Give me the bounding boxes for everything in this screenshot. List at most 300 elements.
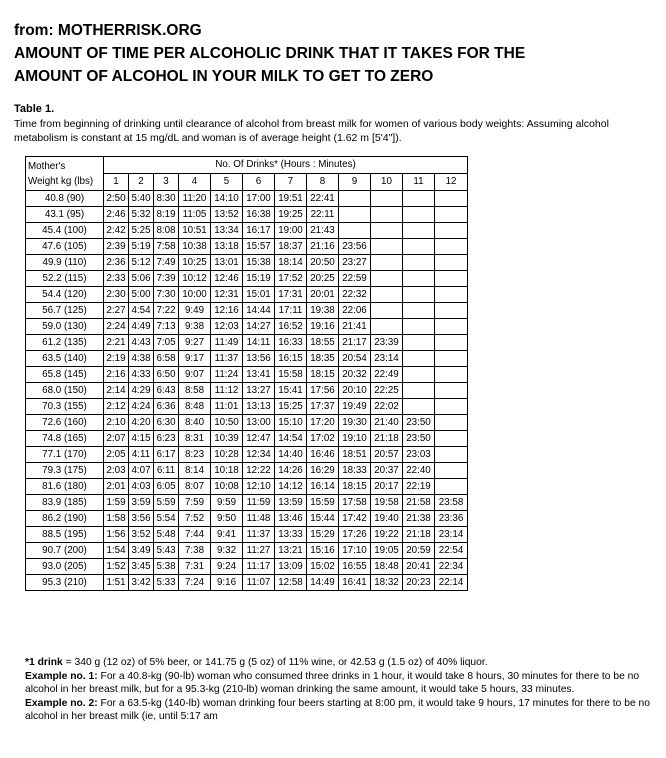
time-cell: 11:05	[179, 207, 211, 223]
time-cell	[403, 383, 435, 399]
time-cell: 22:25	[371, 383, 403, 399]
time-cell: 10:50	[211, 415, 243, 431]
table-row	[26, 447, 468, 463]
table-row	[26, 335, 468, 351]
time-cell: 9:32	[211, 543, 243, 559]
time-cell: 5:43	[154, 543, 179, 559]
time-cell: 22:40	[403, 463, 435, 479]
time-cell: 21:17	[339, 335, 371, 351]
table-row	[26, 223, 468, 239]
weight-cell: 95.3 (210)	[26, 575, 104, 591]
weight-cell: 68.0 (150)	[26, 383, 104, 399]
time-cell	[403, 223, 435, 239]
time-cell: 9:59	[211, 495, 243, 511]
time-cell: 14:11	[243, 335, 275, 351]
table-row	[26, 431, 468, 447]
time-cell	[435, 271, 468, 287]
time-cell: 10:39	[211, 431, 243, 447]
time-cell: 6:58	[154, 351, 179, 367]
time-cell: 11:20	[179, 191, 211, 207]
drink-count-header: 8	[307, 174, 339, 191]
time-cell: 5:12	[129, 255, 154, 271]
time-cell: 10:28	[211, 447, 243, 463]
time-cell: 16:55	[339, 559, 371, 575]
time-cell: 9:49	[179, 303, 211, 319]
time-cell: 22:06	[339, 303, 371, 319]
table-row	[26, 367, 468, 383]
time-cell: 5:00	[129, 287, 154, 303]
time-cell: 20:10	[339, 383, 371, 399]
drink-count-header: 3	[154, 174, 179, 191]
time-cell: 5:59	[154, 495, 179, 511]
time-cell: 23:14	[371, 351, 403, 367]
weight-cell: 86.2 (190)	[26, 511, 104, 527]
time-cell: 13:46	[275, 511, 307, 527]
time-cell: 11:37	[243, 527, 275, 543]
time-cell: 10:51	[179, 223, 211, 239]
time-cell	[371, 223, 403, 239]
time-cell: 12:46	[211, 271, 243, 287]
drink-definition-label: *1 drink	[25, 657, 63, 668]
time-cell: 7:38	[179, 543, 211, 559]
time-cell: 6:36	[154, 399, 179, 415]
table-body	[26, 191, 468, 591]
time-cell	[403, 191, 435, 207]
time-cell: 2:33	[104, 271, 129, 287]
time-cell: 8:31	[179, 431, 211, 447]
time-cell: 14:49	[307, 575, 339, 591]
time-cell: 8:14	[179, 463, 211, 479]
time-cell: 16:38	[243, 207, 275, 223]
time-cell: 17:52	[275, 271, 307, 287]
time-cell: 22:49	[371, 367, 403, 383]
time-cell: 13:34	[211, 223, 243, 239]
time-cell: 2:10	[104, 415, 129, 431]
time-cell: 7:44	[179, 527, 211, 543]
time-cell: 20:17	[371, 479, 403, 495]
time-cell: 5:38	[154, 559, 179, 575]
time-cell: 7:13	[154, 319, 179, 335]
weight-header-line-2: Weight kg (lbs)	[28, 175, 94, 187]
weight-cell: 90.7 (200)	[26, 543, 104, 559]
time-cell: 2:07	[104, 431, 129, 447]
drink-count-header: 7	[275, 174, 307, 191]
time-cell: 13:21	[275, 543, 307, 559]
time-cell	[339, 191, 371, 207]
time-cell	[371, 239, 403, 255]
time-cell: 12:16	[211, 303, 243, 319]
time-cell	[435, 335, 468, 351]
time-cell	[435, 383, 468, 399]
weight-cell: 93.0 (205)	[26, 559, 104, 575]
time-cell: 20:23	[403, 575, 435, 591]
time-cell	[403, 367, 435, 383]
time-cell: 18:48	[371, 559, 403, 575]
time-cell	[403, 207, 435, 223]
time-cell: 1:56	[104, 527, 129, 543]
table-row	[26, 319, 468, 335]
time-cell: 6:23	[154, 431, 179, 447]
time-cell: 4:29	[129, 383, 154, 399]
example-2-label: Example no. 2:	[25, 697, 98, 709]
time-cell: 20:57	[371, 447, 403, 463]
time-cell: 7:39	[154, 271, 179, 287]
time-cell: 11:12	[211, 383, 243, 399]
time-cell: 8:08	[154, 223, 179, 239]
time-cell: 20:41	[403, 559, 435, 575]
time-cell: 15:10	[275, 415, 307, 431]
time-cell: 4:24	[129, 399, 154, 415]
time-cell: 9:17	[179, 351, 211, 367]
time-cell: 15:41	[275, 383, 307, 399]
time-cell: 21:41	[339, 319, 371, 335]
time-cell: 21:43	[307, 223, 339, 239]
time-cell	[435, 207, 468, 223]
document-heading	[14, 19, 654, 88]
time-cell: 15:58	[275, 367, 307, 383]
time-cell: 11:49	[211, 335, 243, 351]
drink-count-header: 2	[129, 174, 154, 191]
time-cell	[371, 207, 403, 223]
time-cell: 15:19	[243, 271, 275, 287]
time-cell: 1:54	[104, 543, 129, 559]
time-cell	[435, 399, 468, 415]
time-cell: 4:49	[129, 319, 154, 335]
table-row	[26, 399, 468, 415]
time-cell: 11:07	[243, 575, 275, 591]
time-cell: 13:59	[275, 495, 307, 511]
time-cell: 16:46	[307, 447, 339, 463]
time-cell: 2:46	[104, 207, 129, 223]
time-cell: 22:02	[371, 399, 403, 415]
weight-cell: 49.9 (110)	[26, 255, 104, 271]
time-cell: 17:11	[275, 303, 307, 319]
drink-count-header: 12	[435, 174, 468, 191]
time-cell: 3:56	[129, 511, 154, 527]
time-cell: 4:33	[129, 367, 154, 383]
time-cell: 20:25	[307, 271, 339, 287]
weight-cell: 61.2 (135)	[26, 335, 104, 351]
weight-cell: 56.7 (125)	[26, 303, 104, 319]
drink-count-header: 11	[403, 174, 435, 191]
time-cell: 13:27	[243, 383, 275, 399]
time-cell: 4:54	[129, 303, 154, 319]
time-cell: 2:14	[104, 383, 129, 399]
table-caption: Time from beginning of drinking until clearance of alcohol from breast milk for women of various body weights: Assuming alcohol metabolism is constant at 15 mg/dL and woman is of average height (1.62 m [5'4"]).	[14, 118, 609, 144]
time-cell: 22:14	[435, 575, 468, 591]
time-cell: 16:17	[243, 223, 275, 239]
time-cell: 17:00	[243, 191, 275, 207]
clearance-time-table	[25, 156, 468, 591]
time-cell: 4:03	[129, 479, 154, 495]
time-cell: 18:14	[275, 255, 307, 271]
weight-cell: 77.1 (170)	[26, 447, 104, 463]
time-cell: 13:52	[211, 207, 243, 223]
time-cell: 14:54	[275, 431, 307, 447]
table-row	[26, 271, 468, 287]
time-cell: 22:19	[403, 479, 435, 495]
time-cell	[403, 271, 435, 287]
time-cell: 13:18	[211, 239, 243, 255]
time-cell: 7:52	[179, 511, 211, 527]
time-cell: 20:50	[307, 255, 339, 271]
drink-definition	[25, 656, 650, 670]
time-cell: 10:38	[179, 239, 211, 255]
time-cell: 12:47	[243, 431, 275, 447]
time-cell: 14:12	[275, 479, 307, 495]
time-cell: 10:18	[211, 463, 243, 479]
time-cell: 18:15	[307, 367, 339, 383]
time-cell: 7:49	[154, 255, 179, 271]
time-cell: 14:27	[243, 319, 275, 335]
time-cell: 14:44	[243, 303, 275, 319]
time-cell: 3:52	[129, 527, 154, 543]
drink-count-header: 1	[104, 174, 129, 191]
time-cell: 18:55	[307, 335, 339, 351]
drink-count-header: 4	[179, 174, 211, 191]
weight-header-line-1: Mother's	[28, 160, 66, 172]
time-cell	[435, 191, 468, 207]
time-cell	[371, 271, 403, 287]
table-row	[26, 575, 468, 591]
time-cell	[403, 287, 435, 303]
time-cell: 13:01	[211, 255, 243, 271]
time-cell: 2:50	[104, 191, 129, 207]
time-cell: 14:10	[211, 191, 243, 207]
time-cell: 16:33	[275, 335, 307, 351]
time-cell: 9:38	[179, 319, 211, 335]
time-cell: 18:33	[339, 463, 371, 479]
time-cell: 2:05	[104, 447, 129, 463]
time-cell	[403, 255, 435, 271]
time-cell: 13:33	[275, 527, 307, 543]
time-cell: 9:27	[179, 335, 211, 351]
time-cell: 12:58	[275, 575, 307, 591]
time-cell: 4:07	[129, 463, 154, 479]
time-cell	[435, 431, 468, 447]
time-cell: 21:16	[307, 239, 339, 255]
time-cell: 2:19	[104, 351, 129, 367]
time-cell	[371, 191, 403, 207]
time-cell: 16:52	[275, 319, 307, 335]
time-cell: 2:21	[104, 335, 129, 351]
time-cell: 23:39	[371, 335, 403, 351]
time-cell: 15:57	[243, 239, 275, 255]
time-cell: 19:49	[339, 399, 371, 415]
time-cell: 17:31	[275, 287, 307, 303]
table-row	[26, 415, 468, 431]
time-cell	[435, 287, 468, 303]
weight-cell: 45.4 (100)	[26, 223, 104, 239]
time-cell: 12:03	[211, 319, 243, 335]
time-cell	[403, 335, 435, 351]
table-row	[26, 463, 468, 479]
time-cell: 5:54	[154, 511, 179, 527]
time-cell: 7:22	[154, 303, 179, 319]
time-cell: 1:52	[104, 559, 129, 575]
table-row	[26, 559, 468, 575]
time-cell: 3:49	[129, 543, 154, 559]
time-cell: 11:01	[211, 399, 243, 415]
weight-column-header	[26, 157, 104, 191]
time-cell	[371, 303, 403, 319]
time-cell: 9:24	[211, 559, 243, 575]
time-cell	[403, 319, 435, 335]
time-cell: 12:22	[243, 463, 275, 479]
time-cell: 17:42	[339, 511, 371, 527]
time-cell: 18:15	[339, 479, 371, 495]
time-cell: 19:30	[339, 415, 371, 431]
time-cell: 23:03	[403, 447, 435, 463]
drink-count-header: 10	[371, 174, 403, 191]
time-cell: 1:51	[104, 575, 129, 591]
time-cell: 17:02	[307, 431, 339, 447]
time-cell: 5:40	[129, 191, 154, 207]
time-cell: 7:24	[179, 575, 211, 591]
table-row	[26, 527, 468, 543]
time-cell: 23:56	[339, 239, 371, 255]
time-cell: 6:05	[154, 479, 179, 495]
table-row	[26, 287, 468, 303]
time-cell: 22:11	[307, 207, 339, 223]
time-cell: 15:25	[275, 399, 307, 415]
table-row	[26, 255, 468, 271]
time-cell: 7:59	[179, 495, 211, 511]
time-cell: 9:16	[211, 575, 243, 591]
table-row	[26, 495, 468, 511]
time-cell: 12:31	[211, 287, 243, 303]
time-cell	[339, 223, 371, 239]
time-cell: 17:26	[339, 527, 371, 543]
time-cell: 16:15	[275, 351, 307, 367]
title-line-2: AMOUNT OF ALCOHOL IN YOUR MILK TO GET TO ZERO	[14, 68, 434, 85]
time-cell: 19:25	[275, 207, 307, 223]
time-cell: 5:48	[154, 527, 179, 543]
time-cell: 11:48	[243, 511, 275, 527]
time-cell: 20:01	[307, 287, 339, 303]
time-cell: 8:40	[179, 415, 211, 431]
time-cell: 7:31	[179, 559, 211, 575]
time-cell: 22:41	[307, 191, 339, 207]
time-cell: 1:58	[104, 511, 129, 527]
time-cell: 15:02	[307, 559, 339, 575]
time-cell: 16:41	[339, 575, 371, 591]
time-cell: 19:00	[275, 223, 307, 239]
time-cell: 14:40	[275, 447, 307, 463]
time-cell: 19:40	[371, 511, 403, 527]
time-cell	[435, 255, 468, 271]
time-cell: 6:17	[154, 447, 179, 463]
time-cell	[435, 303, 468, 319]
time-cell: 4:38	[129, 351, 154, 367]
time-cell: 2:36	[104, 255, 129, 271]
time-cell: 1:59	[104, 495, 129, 511]
time-cell	[435, 223, 468, 239]
time-cell: 6:11	[154, 463, 179, 479]
title-line-1: AMOUNT OF TIME PER ALCOHOLIC DRINK THAT IT TAKES FOR THE	[14, 45, 526, 62]
time-cell: 21:40	[371, 415, 403, 431]
time-cell: 20:54	[339, 351, 371, 367]
time-cell: 17:37	[307, 399, 339, 415]
weight-cell: 70.3 (155)	[26, 399, 104, 415]
time-cell: 4:15	[129, 431, 154, 447]
time-cell: 12:34	[243, 447, 275, 463]
time-cell: 6:43	[154, 383, 179, 399]
table-header-row	[26, 157, 468, 174]
weight-cell: 52.2 (115)	[26, 271, 104, 287]
time-cell: 3:45	[129, 559, 154, 575]
time-cell: 9:07	[179, 367, 211, 383]
drink-definition-text: = 340 g (12 oz) of 5% beer, or 141.75 g (5 oz) of 11% wine, or 42.53 g (1.5 oz) of 40% liquor.	[62, 657, 488, 668]
time-cell: 18:37	[275, 239, 307, 255]
time-cell: 19:10	[339, 431, 371, 447]
time-cell: 11:17	[243, 559, 275, 575]
table-row	[26, 511, 468, 527]
time-cell: 23:50	[403, 431, 435, 447]
drink-count-header: 6	[243, 174, 275, 191]
time-cell: 11:59	[243, 495, 275, 511]
time-cell: 11:37	[211, 351, 243, 367]
time-cell: 17:10	[339, 543, 371, 559]
time-cell: 19:58	[371, 495, 403, 511]
time-cell: 13:00	[243, 415, 275, 431]
time-cell: 20:59	[403, 543, 435, 559]
time-cell: 13:13	[243, 399, 275, 415]
weight-cell: 47.6 (105)	[26, 239, 104, 255]
time-cell: 8:30	[154, 191, 179, 207]
example-2	[25, 697, 650, 724]
time-cell: 2:42	[104, 223, 129, 239]
time-cell: 3:42	[129, 575, 154, 591]
time-cell: 21:18	[371, 431, 403, 447]
time-cell: 17:20	[307, 415, 339, 431]
time-cell: 2:16	[104, 367, 129, 383]
time-cell: 22:34	[435, 559, 468, 575]
time-cell: 19:38	[307, 303, 339, 319]
time-cell: 13:41	[243, 367, 275, 383]
time-cell: 15:44	[307, 511, 339, 527]
time-cell: 2:01	[104, 479, 129, 495]
time-cell: 18:35	[307, 351, 339, 367]
time-cell: 10:25	[179, 255, 211, 271]
time-cell: 23:50	[403, 415, 435, 431]
time-cell	[371, 319, 403, 335]
time-cell: 2:24	[104, 319, 129, 335]
time-cell: 15:59	[307, 495, 339, 511]
time-cell: 22:59	[339, 271, 371, 287]
weight-cell: 54.4 (120)	[26, 287, 104, 303]
time-cell: 8:58	[179, 383, 211, 399]
time-cell: 8:48	[179, 399, 211, 415]
time-cell: 2:27	[104, 303, 129, 319]
time-cell: 19:51	[275, 191, 307, 207]
time-cell: 14:26	[275, 463, 307, 479]
time-cell: 13:56	[243, 351, 275, 367]
time-cell: 9:41	[211, 527, 243, 543]
time-cell: 21:18	[403, 527, 435, 543]
weight-cell: 72.6 (160)	[26, 415, 104, 431]
time-cell: 18:51	[339, 447, 371, 463]
weight-cell: 59.0 (130)	[26, 319, 104, 335]
table-row	[26, 303, 468, 319]
table-row	[26, 383, 468, 399]
time-cell: 5:33	[154, 575, 179, 591]
time-cell	[435, 239, 468, 255]
time-cell: 2:03	[104, 463, 129, 479]
time-cell: 7:58	[154, 239, 179, 255]
table-row	[26, 207, 468, 223]
time-cell: 7:05	[154, 335, 179, 351]
